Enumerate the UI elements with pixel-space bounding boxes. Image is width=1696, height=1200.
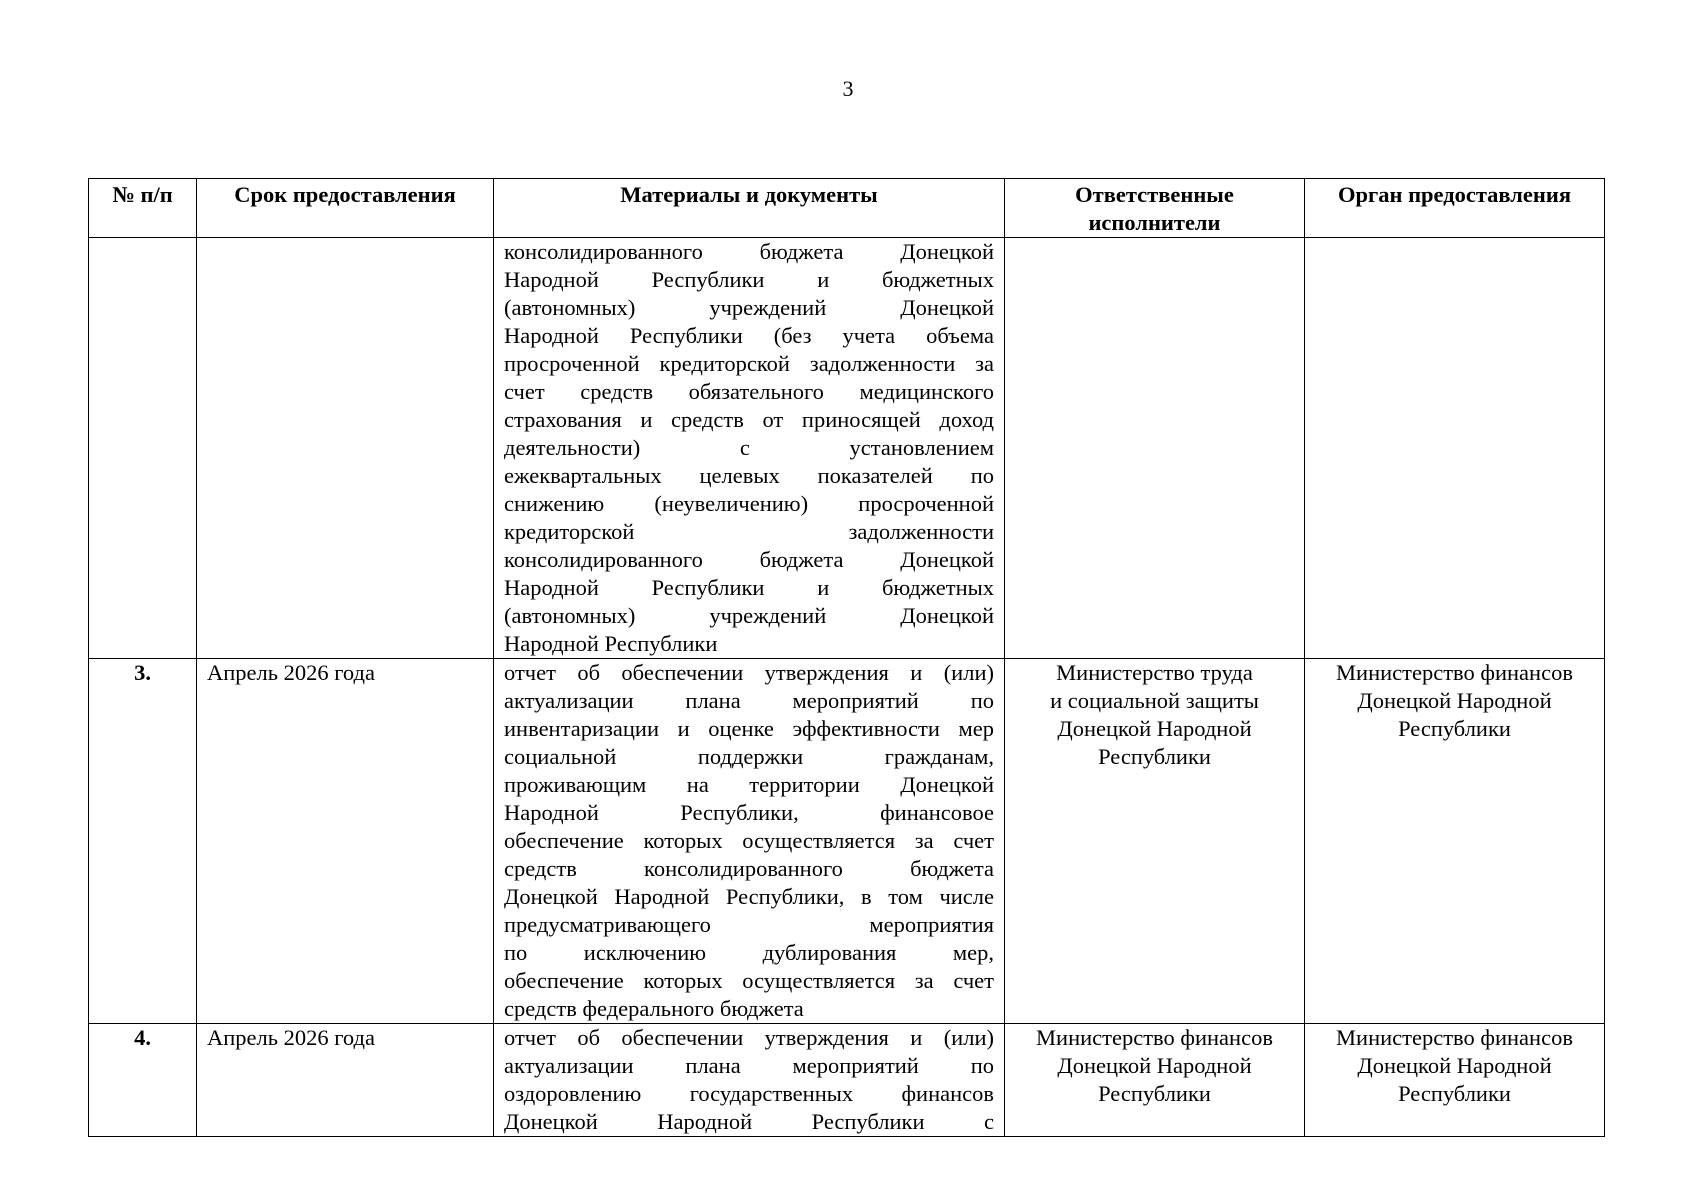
text-line: обеспечение которых осуществляется за счет xyxy=(504,968,994,993)
text-line: Республики xyxy=(1398,1081,1511,1106)
header-executors: Ответственные исполнители xyxy=(1005,179,1305,238)
body-cell xyxy=(1305,238,1605,659)
text-line: консолидированного бюджета Донецкой xyxy=(504,547,994,572)
page-number: 3 xyxy=(842,76,854,101)
body-cell xyxy=(1305,1024,1605,1137)
text-line: Донецкой Народной xyxy=(1357,1053,1552,1078)
text-line: Народной Республики, финансовое xyxy=(504,800,994,825)
materials-cell xyxy=(494,659,1005,1024)
table-row-continuation xyxy=(89,238,1605,659)
text-line: Донецкой Народной xyxy=(1057,716,1252,741)
text-line: Республики xyxy=(1098,1081,1211,1106)
body-cell xyxy=(1305,659,1605,1024)
header-number: № п/п xyxy=(89,179,197,238)
text-line: Министерство финансов xyxy=(1336,660,1573,685)
text-line: Народной Республики и бюджетных xyxy=(504,267,994,292)
text-line: Народной Республики и бюджетных xyxy=(504,575,994,600)
table-header-row xyxy=(89,179,1605,238)
text-line: консолидированного бюджета Донецкой xyxy=(504,239,994,264)
text-line: обеспечение которых осуществляется за счет xyxy=(504,828,994,853)
row-number: 3. xyxy=(89,659,197,1024)
executor-cell xyxy=(1005,238,1305,659)
text-line: (автономных) учреждений Донецкой xyxy=(504,603,994,628)
text-line: снижению (неувеличению) просроченной xyxy=(504,491,994,516)
table-row xyxy=(89,1024,1605,1137)
text-line: средств федерального бюджета xyxy=(504,996,804,1021)
text-line: Министерство финансов xyxy=(1036,1025,1273,1050)
text-line: Республики xyxy=(1098,744,1211,769)
text-line: Министерство финансов xyxy=(1336,1025,1573,1050)
text-line: счет средств обязательного медицинского xyxy=(504,379,994,404)
term-cell: Апрель 2026 года xyxy=(197,1024,494,1137)
text-line: предусматривающего мероприятия xyxy=(504,912,994,937)
text-line: отчет об обеспечении утверждения и (или) xyxy=(504,660,994,685)
document-table xyxy=(88,178,1605,1137)
text-line: Народной Республики xyxy=(504,631,718,656)
term-cell: Апрель 2026 года xyxy=(197,659,494,1024)
text-line: Министерство труда xyxy=(1056,660,1253,685)
text-line: деятельности) с установлением xyxy=(504,435,994,460)
text-line: (автономных) учреждений Донецкой xyxy=(504,295,994,320)
text-line: Донецкой Народной xyxy=(1357,688,1552,713)
materials-cell xyxy=(494,238,1005,659)
text-line: Донецкой Народной xyxy=(1057,1053,1252,1078)
text-line: кредиторской задолженности xyxy=(504,519,994,544)
header-term: Срок предоставления xyxy=(197,179,494,238)
row-number: 4. xyxy=(89,1024,197,1137)
text-line: оздоровлению государственных финансов xyxy=(504,1081,994,1106)
text-line: Народной Республики (без учета объема xyxy=(504,323,994,348)
text-line: отчет об обеспечении утверждения и (или) xyxy=(504,1025,994,1050)
header-materials: Материалы и документы xyxy=(494,179,1005,238)
text-line: социальной поддержки гражданам, xyxy=(504,744,994,769)
materials-cell xyxy=(494,1024,1005,1137)
text-line: средств консолидированного бюджета xyxy=(504,856,994,881)
text-line: проживающим на территории Донецкой xyxy=(504,772,994,797)
executor-cell xyxy=(1005,659,1305,1024)
text-line: страхования и средств от приносящей доход xyxy=(504,407,994,432)
text-line: актуализации плана мероприятий по xyxy=(504,688,994,713)
text-line: инвентаризации и оценке эффективности мер xyxy=(504,716,994,741)
text-line: по исключению дублирования мер, xyxy=(504,940,994,965)
num-cell xyxy=(89,238,197,659)
text-line: и социальной защиты xyxy=(1050,688,1259,713)
text-line: просроченной кредиторской задолженности за xyxy=(504,351,994,376)
term-cell xyxy=(197,238,494,659)
text-line: актуализации плана мероприятий по xyxy=(504,1053,994,1078)
table-row xyxy=(89,659,1605,1024)
text-line: Республики xyxy=(1398,716,1511,741)
text-line: Донецкой Народной Республики, в том числе xyxy=(504,884,994,909)
header-body: Орган предоставления xyxy=(1305,179,1605,238)
text-line: Донецкой Народной Республики с xyxy=(504,1109,994,1134)
text-line: ежеквартальных целевых показателей по xyxy=(504,463,994,488)
executor-cell xyxy=(1005,1024,1305,1137)
